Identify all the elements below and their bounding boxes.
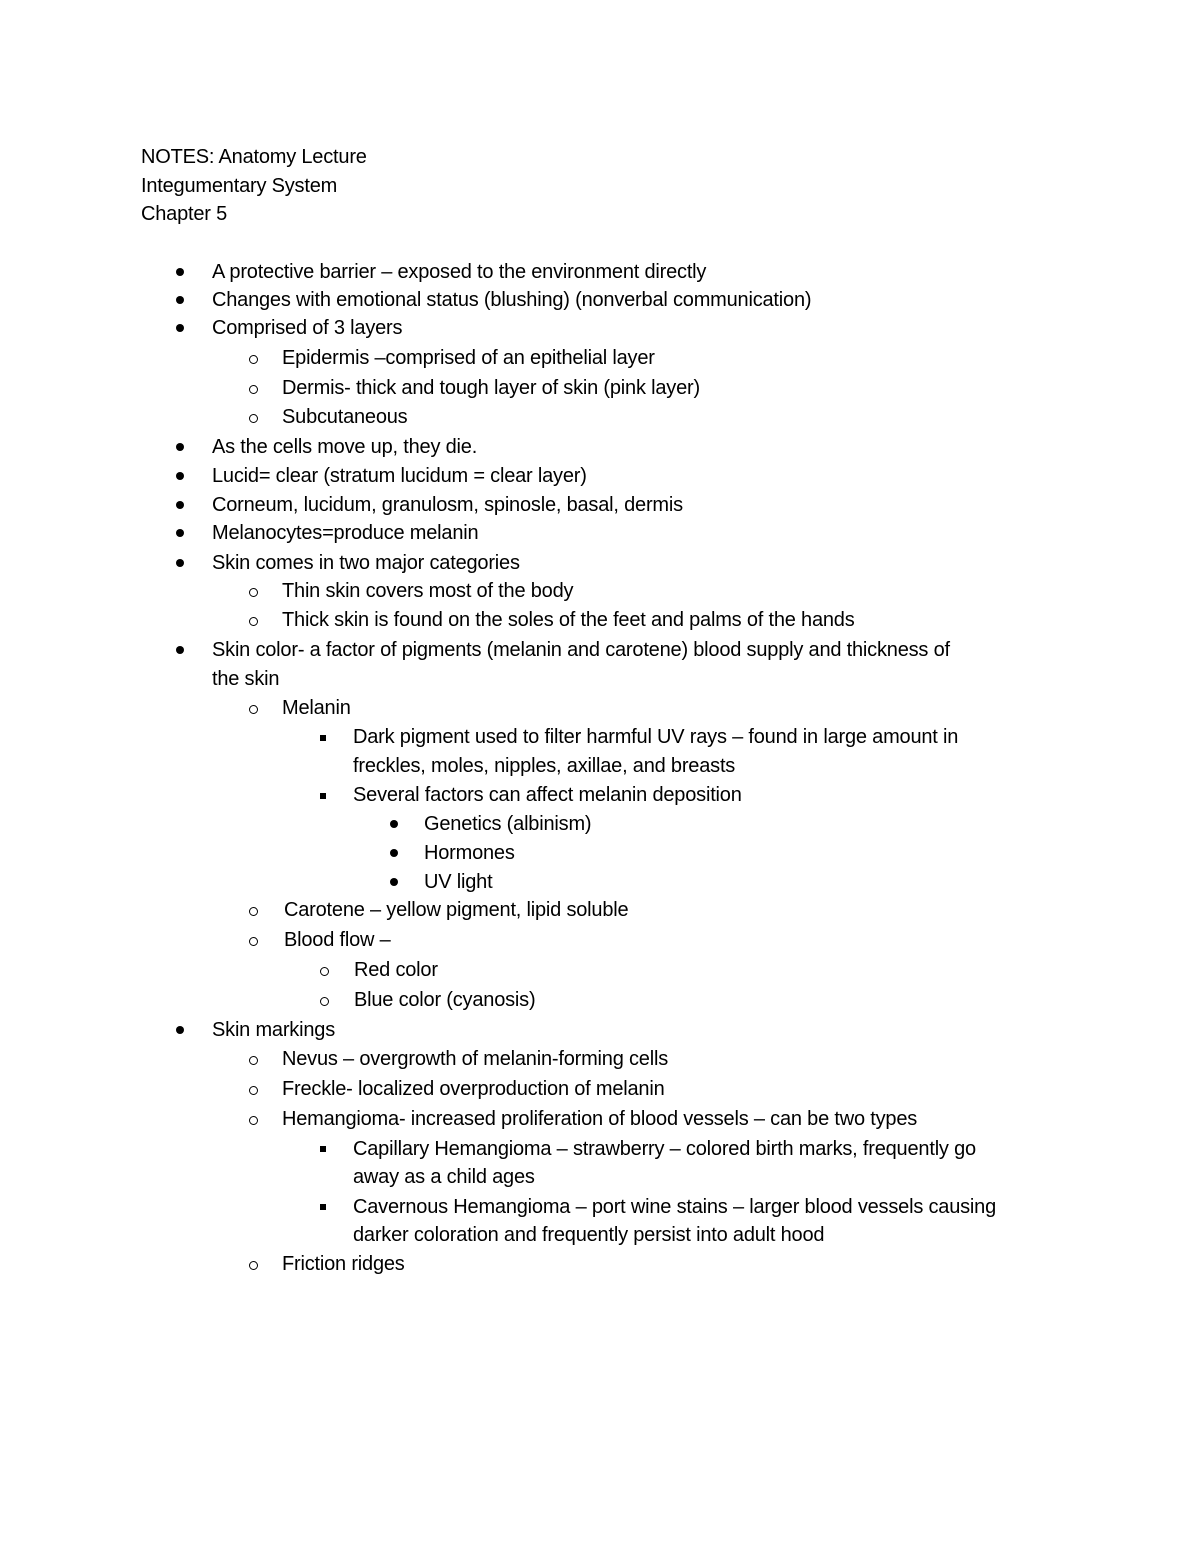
bullet-icon xyxy=(176,443,184,451)
sub-bullet-icon xyxy=(249,907,258,916)
note-subsubitem-continuation: darker coloration and frequently persist into adult hood xyxy=(353,1224,825,1246)
sub-bullet-icon xyxy=(249,1261,258,1270)
note-item: Skin markings xyxy=(212,1019,335,1041)
sub-bullet-icon xyxy=(249,617,258,626)
note-item: Skin comes in two major categories xyxy=(212,552,520,574)
note-subsubitem: Several factors can affect melanin deposition xyxy=(353,784,742,806)
note-subitem: Melanin xyxy=(282,697,351,719)
bullet-icon xyxy=(176,529,184,537)
sub-bullet-icon xyxy=(249,705,258,714)
bullet-icon xyxy=(176,646,184,654)
note-subitem: Thick skin is found on the soles of the feet and palms of the hands xyxy=(282,609,855,631)
document-subtitle: Integumentary System xyxy=(141,175,338,197)
note-level4-item: Hormones xyxy=(424,842,515,864)
note-item: Corneum, lucidum, granulosm, spinosle, basal, dermis xyxy=(212,494,683,516)
note-item: Lucid= clear (stratum lucidum = clear layer) xyxy=(212,465,587,487)
sub-bullet-icon xyxy=(249,1086,258,1095)
bullet-icon xyxy=(176,559,184,567)
note-item: Changes with emotional status (blushing) (nonverbal communication) xyxy=(212,289,812,311)
sub-bullet-icon xyxy=(249,937,258,946)
note-subitem: Hemangioma- increased proliferation of blood vessels – can be two types xyxy=(282,1108,918,1130)
note-item: Comprised of 3 layers xyxy=(212,317,403,339)
sub-bullet-icon xyxy=(249,588,258,597)
document-title: NOTES: Anatomy Lecture xyxy=(141,146,367,168)
note-item: Skin color- a factor of pigments (melanin and carotene) blood supply and thickness of xyxy=(212,639,950,661)
bullet-icon xyxy=(176,324,184,332)
document-chapter: Chapter 5 xyxy=(141,203,228,225)
square-bullet-icon xyxy=(320,1146,326,1152)
note-subitem: Subcutaneous xyxy=(282,406,408,428)
note-item: As the cells move up, they die. xyxy=(212,436,478,458)
note-subitem: Dermis- thick and tough layer of skin (pink layer) xyxy=(282,377,700,399)
note-subsubitem: Capillary Hemangioma – strawberry – colored birth marks, frequently go xyxy=(353,1138,976,1160)
sub-bullet-icon xyxy=(249,355,258,364)
note-subitem: Carotene – yellow pigment, lipid soluble xyxy=(284,899,629,921)
bullet-icon xyxy=(176,1026,184,1034)
bullet-icon xyxy=(390,849,398,857)
bullet-icon xyxy=(176,296,184,304)
square-bullet-icon xyxy=(320,793,326,799)
note-subsubitem: Blue color (cyanosis) xyxy=(354,989,536,1011)
note-subsubitem-continuation: away as a child ages xyxy=(353,1166,535,1188)
sub-bullet-icon xyxy=(320,967,329,976)
note-item-continuation: the skin xyxy=(212,668,280,690)
note-subitem: Friction ridges xyxy=(282,1253,405,1275)
square-bullet-icon xyxy=(320,1204,326,1210)
bullet-icon xyxy=(176,472,184,480)
note-subitem: Epidermis –comprised of an epithelial layer xyxy=(282,347,655,369)
note-subitem: Freckle- localized overproduction of melanin xyxy=(282,1078,665,1100)
bullet-icon xyxy=(390,820,398,828)
sub-bullet-icon xyxy=(249,414,258,423)
bullet-icon xyxy=(390,878,398,886)
note-subitem: Thin skin covers most of the body xyxy=(282,580,574,602)
sub-bullet-icon xyxy=(320,997,329,1006)
sub-bullet-icon xyxy=(249,1056,258,1065)
note-subitem: Blood flow – xyxy=(284,929,391,951)
note-item: A protective barrier – exposed to the environment directly xyxy=(212,261,707,283)
note-subsubitem-continuation: freckles, moles, nipples, axillae, and breasts xyxy=(353,755,736,777)
note-subsubitem: Cavernous Hemangioma – port wine stains – larger blood vessels causing xyxy=(353,1196,997,1218)
bullet-icon xyxy=(176,268,184,276)
note-level4-item: Genetics (albinism) xyxy=(424,813,592,835)
note-level4-item: UV light xyxy=(424,871,493,893)
bullet-icon xyxy=(176,501,184,509)
square-bullet-icon xyxy=(320,735,326,741)
sub-bullet-icon xyxy=(249,1116,258,1125)
sub-bullet-icon xyxy=(249,385,258,394)
note-subsubitem: Red color xyxy=(354,959,438,981)
note-subitem: Nevus – overgrowth of melanin-forming cells xyxy=(282,1048,669,1070)
note-item: Melanocytes=produce melanin xyxy=(212,522,479,544)
note-subsubitem: Dark pigment used to filter harmful UV rays – found in large amount in xyxy=(353,726,959,748)
